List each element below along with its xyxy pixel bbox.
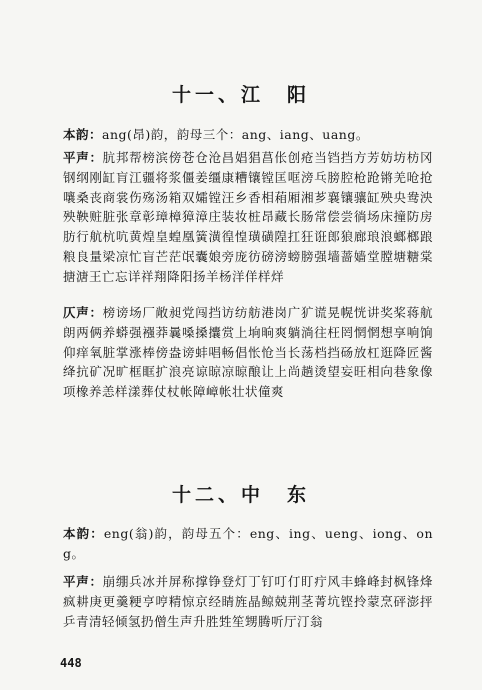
ping-sheng-paragraph-2	[63, 572, 433, 631]
ben-yun-text-2: eng(翁)韵，韵母五个：eng、ing、ueng、iong、ong。	[63, 526, 433, 561]
ben-yun-paragraph	[63, 125, 433, 145]
ben-yun-label-2: 本韵：	[63, 526, 104, 541]
ze-sheng-label: 仄声：	[63, 305, 103, 320]
section-heading-jiang-yang: 十一、江 阳	[171, 84, 310, 106]
ping-sheng-text: 肮邦帮榜滨傍苍仓沧昌娼猖菖伥创疮当铛挡方芳妨坊枋冈钢纲刚缸肓江疆将浆僵姜缰康糟镶镗匡哐滂乓膀腔枪跄锵羌呛抢嚷桑丧商裳伤殇汤箱双孀镗汪乡香相葙厢湘芗襄镶骧缸殃央鸯泱殃鞅赃脏张章彰璋樟獐漳庄装妆桩昂藏长肠常偿尝徜场床撞防房肪行航杭吭黄煌皇蝗凰簧潢徨惶璜磺隍扛狂诳郎狼廊琅浪螂榔踉粮良量梁凉忙盲芒茫氓囊娘旁庞彷磅滂螃膀强墙蔷嫱堂膛塘糖棠搪溏王亡忘详祥翔降阳扬羊杨洋佯样烊	[63, 150, 433, 284]
ze-sheng-paragraph	[63, 303, 433, 402]
ping-sheng-label: 平声：	[63, 150, 103, 165]
ben-yun-label: 本韵：	[63, 127, 103, 142]
ze-sheng-text: 榜谤场厂敞昶党闯挡访纺舫港岗广犷谎晃幌恍讲奖桨蒋航朗两俩养蟒强襁莽曩嗓搡攮赏上垧晌爽躺淌往枉罔惘惘想享响饷仰痒氧脏掌涨棒傍盎谤蚌唱畅倡怅怆当长荡档挡砀放杠逛降匠酱绛抗矿况旷框眶扩浪亮谅晾凉晾酿让上尚趟烫望妄旺相向巷象像项橡养恙样漾葬仗杖帐障嶂帐壮状僮爽	[63, 305, 433, 400]
page-number: 448	[60, 656, 82, 670]
ping-sheng-label-2: 平声：	[63, 574, 103, 589]
ben-yun-paragraph-2	[63, 524, 433, 564]
ping-sheng-paragraph	[63, 148, 433, 287]
ben-yun-text: ang(昂)韵，韵母三个：ang、iang、uang。	[102, 127, 369, 142]
section-heading-zhong-dong: 十二、中 东	[171, 484, 310, 506]
ping-sheng-text-2: 崩绷兵冰并屏称撑铮登灯丁钉叮仃盯疔风丰蜂峰封枫锋烽疯耕庚更羹粳亨哼精惊京经睛旌晶鲸兢荆茎菁坑铿拎蒙烹砰澎抨乒青清轻倾氢扔僧生声升胜甡笙甥腾听厅汀翁	[63, 574, 433, 629]
